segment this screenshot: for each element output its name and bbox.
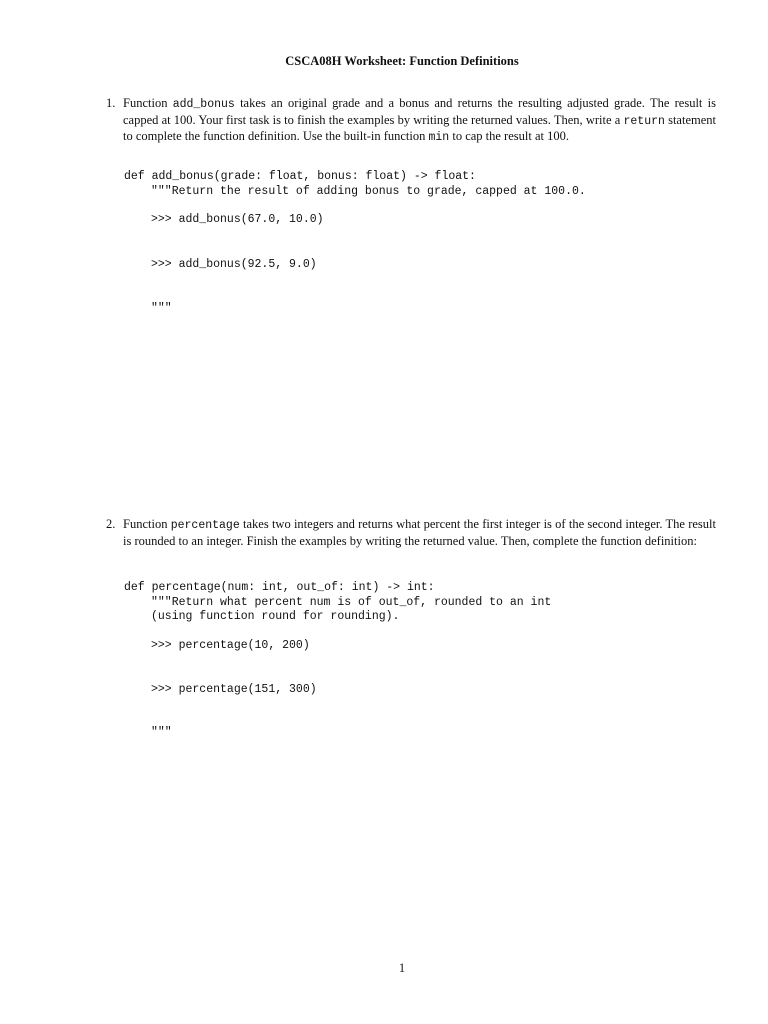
question-text-part: takes an original grade and a bonus and returns the resulting adjusted grade. The result is capped at 100. Your first task is to finish the examples by writing the returned values. Then, write a xyxy=(123,96,716,127)
docstring-close: """ xyxy=(151,726,172,739)
question-text-part: to cap the result at 100. xyxy=(449,129,569,143)
question-text-part: Function xyxy=(123,517,171,531)
question-text xyxy=(123,517,716,548)
question-2 xyxy=(106,517,716,548)
docstring-line: """Return the result of adding bonus to grade, capped at 100.0. xyxy=(151,184,586,198)
function-signature: def percentage(num: int, out_of: int) -> int: xyxy=(124,581,435,594)
builtin-function-name: min xyxy=(428,131,450,144)
docstring-line: (using function round for rounding). xyxy=(151,610,400,623)
question-text-part: takes two integers and returns what percent the first integer is of the second integer. The result is rounded to an integer. Finish the examples by writing the returned value. Then, complete the function definition: xyxy=(123,517,716,548)
question-number: 1. xyxy=(106,96,116,110)
function-name: add_bonus xyxy=(172,98,235,111)
function-name: percentage xyxy=(170,519,240,532)
question-1 xyxy=(106,96,716,146)
question-text-part: Function xyxy=(123,96,173,110)
return-keyword: return xyxy=(623,114,665,128)
doctest-example: >>> percentage(10, 200) xyxy=(151,639,310,652)
docstring-line: """Return what percent num is of out_of, rounded to an int xyxy=(151,595,552,609)
page-number: 1 xyxy=(398,961,406,975)
doctest-example: >>> add_bonus(92.5, 9.0) xyxy=(151,258,317,271)
function-signature-block xyxy=(124,581,551,625)
doctest-example: >>> add_bonus(67.0, 10.0) xyxy=(151,213,324,226)
function-signature-block xyxy=(124,170,586,199)
docstring-close: """ xyxy=(151,302,172,315)
question-text xyxy=(123,96,716,146)
question-number: 2. xyxy=(106,517,116,531)
doctest-example: >>> percentage(151, 300) xyxy=(151,683,317,696)
worksheet-title: CSCA08H Worksheet: Function Definitions xyxy=(285,54,519,68)
question-text-part: statement to complete the function definition. Use the built-in function xyxy=(123,112,716,143)
function-signature: def add_bonus(grade: float, bonus: float) -> float: xyxy=(124,170,476,183)
